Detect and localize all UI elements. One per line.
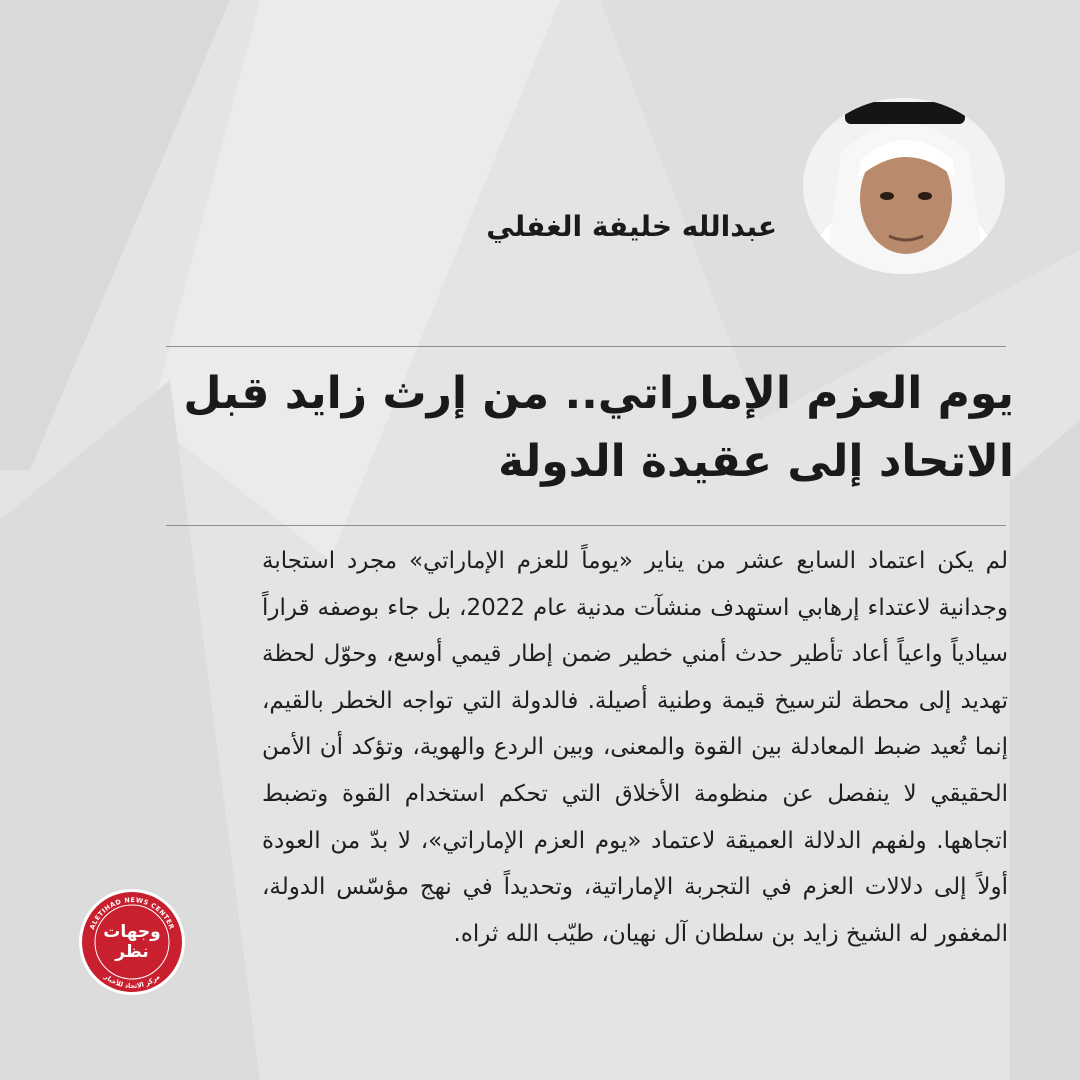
divider-top	[166, 346, 1006, 347]
badge-title-line2: نظر	[115, 942, 149, 962]
badge-ring-text-en: ALETIHAD NEWS CENTER	[88, 895, 176, 931]
article-headline: يوم العزم الإماراتي.. من إرث زايد قبل الاتحاد إلى عقيدة الدولة	[183, 368, 1014, 487]
author-avatar	[803, 98, 1005, 274]
badge-title-line1: وجهات	[103, 922, 161, 942]
badge-label	[78, 922, 186, 962]
divider-bottom	[166, 525, 1006, 526]
wijhat-nazar-badge	[78, 888, 186, 996]
author-name: عبدالله خليفة الغفلي	[486, 210, 777, 243]
badge-ring-text-ar: مركز الاتحاد للأخبار	[102, 972, 162, 991]
article-body: لم يكن اعتماد السابع عشر من يناير «يوماً للعزم الإماراتي» مجرد استجابة وجدانية لاعتداء إرهابي استهدف منشآت مدنية عام 2022، بل جاء بوصفه قراراً سيادياً واعياً أعاد تأطير حدث أمني خطير ضمن إطار قيمي أوسع، وحوّل لحظة تهديد إلى محطة لترسيخ قيمة وطنية أصيلة. فالدولة التي تواجه الخطر بالقيم، إنما تُعيد ضبط المعادلة بين القوة والمعنى، وبين الردع والهوية، وتؤكد أن الأمن الحقيقي لا ينفصل عن منظومة الأخلاق التي تحكم استخدام القوة وتضبط اتجاهها. ولفهم الدلالة العميقة لاعتماد «يوم العزم الإماراتي»، لا بدّ من العودة أولاً إلى دلالات العزم في التجربة الإماراتية، وتحديداً في نهج مؤسّس الدولة، المغفور له الشيخ زايد بن سلطان آل نهيان، طيّب الله ثراه.	[262, 548, 1008, 947]
